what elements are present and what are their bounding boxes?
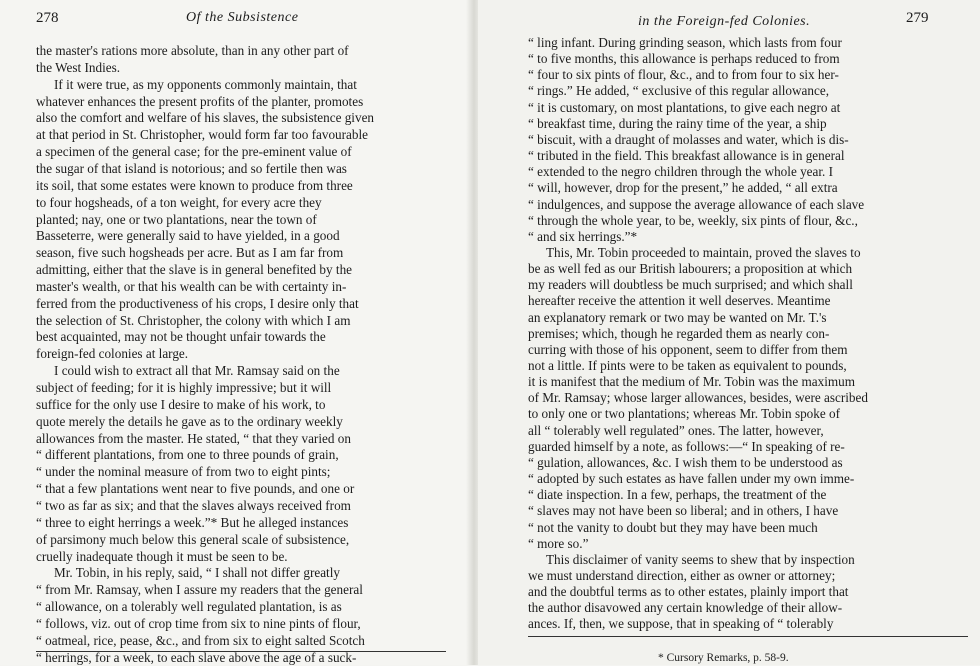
text-line: “ extended to the negro children through the whole year. I xyxy=(528,164,834,180)
text-line: “ indulgences, and suppose the average allowance of each slave xyxy=(528,196,865,212)
text-line: master's wealth, or that his wealth can be with certainty in- xyxy=(36,278,347,294)
text-line: all “ tolerably well regulated” ones. The latter, however, xyxy=(528,422,824,438)
text-line: be as well fed as our British labourers; a proposition at which xyxy=(528,261,853,277)
text-line: “ herrings, for a week, to each slave above the age of a suck- xyxy=(36,649,357,665)
text-line: the author disavowed any certain knowledge of their allow- xyxy=(528,600,843,616)
text-line: “ will, however, drop for the present,” he added, “ all extra xyxy=(528,180,838,196)
text-line: “ four to six pints of flour, &c., and to from four to six her- xyxy=(528,67,839,83)
text-line: cruelly inadequate though it must be seen to be. xyxy=(36,548,288,564)
text-line: “ rings.” He added, “ exclusive of this regular allowance, xyxy=(528,83,829,99)
text-line: “ tributed in the field. This breakfast allowance is in general xyxy=(528,148,845,164)
text-line: of parsimony much below this general scale of subsistence, xyxy=(36,531,350,547)
text-line: we must understand direction, either as owner or attorney; xyxy=(528,567,836,583)
text-line: and the doubtful terms as to other estates, plainly import that xyxy=(528,584,849,600)
text-line: also the comfort and welfare of his slaves, the subsistence given xyxy=(36,110,375,126)
text-line: best acquainted, may not be thought unfair towards the xyxy=(36,329,326,345)
text-line: suffice for the only use I desire to make of his work, to xyxy=(36,396,326,412)
text-line: “ allowance, on a tolerably well regulated plantation, is as xyxy=(36,599,342,615)
text-line: “ adopted by such estates as have fallen under my own imme- xyxy=(528,471,855,487)
text-line: the sugar of that island is notorious; and so fertile then was xyxy=(36,160,347,176)
left-running-head: Of the Subsistence xyxy=(186,10,299,25)
text-line: Basseterre, were generally said to have yielded, in a good xyxy=(36,228,340,244)
right-running-head: in the Foreign-fed Colonies. xyxy=(638,14,811,29)
left-page xyxy=(0,0,470,665)
text-line: This disclaimer of vanity seems to shew that by inspection xyxy=(546,551,855,567)
text-line: planted; nay, one or two plantations, near the town of xyxy=(36,211,317,227)
text-line: This, Mr. Tobin proceeded to maintain, proved the slaves to xyxy=(546,244,861,260)
text-line: “ follows, viz. out of crop time from six to nine pints of flour, xyxy=(36,615,361,631)
text-line: season, five such hogsheads per acre. But as I am far from xyxy=(36,245,344,261)
text-line: guarded himself by a note, as follows:—“ In speaking of re- xyxy=(528,438,845,454)
right-page xyxy=(478,0,980,665)
text-line: “ that a few plantations went near to five pounds, and one or xyxy=(36,481,355,497)
text-line: not a little. If pints were to be taken as equivalent to pounds, xyxy=(528,358,847,373)
text-line: “ breakfast time, during the rainy time of the year, a ship xyxy=(528,115,827,131)
text-line: to four hogsheads, of a ton weight, for every acre they xyxy=(36,194,322,210)
text-line: “ and six herrings.”* xyxy=(528,228,638,244)
text-line: “ not the vanity to doubt but they may have been much xyxy=(528,519,818,535)
text-line: “ to five months, this allowance is perhaps reduced to from xyxy=(528,51,840,67)
text-line: I could wish to extract all that Mr. Ramsay said on the xyxy=(54,363,340,379)
text-line: its soil, that some estates were known to produce from three xyxy=(36,177,353,193)
text-line: ferred from the productiveness of his crops, I desire only that xyxy=(36,295,359,311)
footnote-rule xyxy=(528,636,968,637)
text-line: an explanatory remark or two may be wanted on Mr. T.'s xyxy=(528,309,827,325)
left-page-number: 278 xyxy=(36,10,59,26)
text-line: allowances from the master. He stated, “ that they varied on xyxy=(36,430,351,446)
text-line: foreign-fed colonies at large. xyxy=(36,346,189,362)
text-line: hereafter receive the attention it well deserves. Meantime xyxy=(528,293,831,309)
text-line: at that period in St. Christopher, would form far too favourable xyxy=(36,127,369,143)
text-line: “ more so.” xyxy=(528,535,589,551)
text-line: “ from Mr. Ramsay, when I assure my readers that the general xyxy=(36,582,363,598)
text-line: “ oatmeal, rice, pease, &c., and from six to eight salted Scotch xyxy=(36,632,365,648)
text-line: to only one or two plantations; whereas Mr. Tobin spoke of xyxy=(528,406,840,422)
text-line: “ through the whole year, to be, weekly, six pints of flour, &c., xyxy=(528,212,858,228)
text-line: quote merely the details he gave as to the ordinary weekly xyxy=(36,413,343,429)
text-line: the master's rations more absolute, than in any other part of xyxy=(36,43,349,58)
text-line: “ diate inspection. In a few, perhaps, the treatment of the xyxy=(528,487,827,503)
text-line: it is manifest that the medium of Mr. Tobin was the maximum xyxy=(528,374,856,390)
text-line: a specimen of the general case; for the pre-eminent value of xyxy=(36,144,352,160)
text-line: admitting, either that the slave is in general benefited by the xyxy=(36,262,353,278)
right-page-number: 279 xyxy=(906,10,929,26)
text-line: If it were true, as my opponents commonly maintain, that xyxy=(54,76,357,92)
text-line: my readers will doubtless be much surprised; and which shall xyxy=(528,277,853,293)
text-line: “ slaves may not have been so liberal; and in others, I have xyxy=(528,503,839,519)
text-line: Mr. Tobin, in his reply, said, “ I shall not differ greatly xyxy=(54,565,340,581)
text-line: “ three to eight herrings a week.”* But he alleged instances xyxy=(36,514,349,530)
text-line: the selection of St. Christopher, the colony with which I am xyxy=(36,312,351,328)
text-line: the West Indies. xyxy=(36,59,121,75)
text-line: subject of feeding; for it is highly impressive; but it will xyxy=(36,380,332,395)
text-line: “ gulation, allowances, &c. I wish them to be understood as xyxy=(528,454,843,470)
text-line: premises; which, though he regarded them as nearly con- xyxy=(528,325,830,341)
text-line: “ ling infant. During grinding season, which lasts from four xyxy=(528,35,842,50)
text-line: curring with those of his opponent, seem to differ from them xyxy=(528,341,848,357)
text-line: “ biscuit, with a draught of molasses and water, which is dis- xyxy=(528,131,849,147)
text-line: “ different plantations, from one to three pounds of grain, xyxy=(36,447,339,463)
left-bottom-rule xyxy=(36,651,446,652)
text-line: whatever enhances the present profits of the planter, promotes xyxy=(36,93,364,109)
text-line: “ under the nominal measure of from two to eight pints; xyxy=(36,464,331,480)
text-line: ances. If, then, we suppose, that in speaking of “ tolerably xyxy=(528,616,834,632)
text-line: of Mr. Ramsay; whose larger allowances, besides, were ascribed xyxy=(528,390,868,406)
footnote: * Cursory Remarks, p. 58-9. xyxy=(658,652,789,664)
text-line: “ two as far as six; and that the slaves always received from xyxy=(36,497,351,513)
text-line: “ it is customary, on most plantations, to give each negro at xyxy=(528,99,841,115)
